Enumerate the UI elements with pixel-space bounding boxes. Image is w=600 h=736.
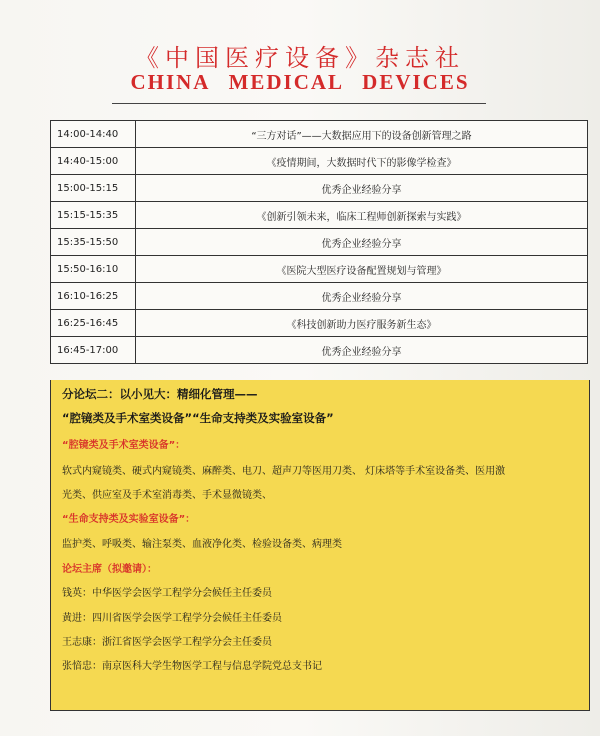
table-row [51, 229, 588, 256]
topic-cell: 《科技创新助力医疗服务新生态》 [136, 310, 588, 337]
time-cell: 14:00-14:40 [51, 121, 136, 148]
table-row [51, 121, 588, 148]
time-cell: 15:35-15:50 [51, 229, 136, 256]
category-heading-endoscopy: “腔镜类及手术室类设备”： [62, 440, 186, 451]
time-cell: 15:00-15:15 [51, 175, 136, 202]
topic-cell: 优秀企业经验分享 [136, 175, 588, 202]
time-cell: 15:50-16:10 [51, 256, 136, 283]
category-heading-life-support: “生命支持类及实验室设备”： [62, 514, 196, 525]
topic-cell: 《疫情期间，大数据时代下的影像学检查》 [136, 148, 588, 175]
table-row [51, 310, 588, 337]
chairs-heading: 论坛主席（拟邀请）： [62, 564, 157, 575]
time-cell: 15:15-15:35 [51, 202, 136, 229]
chair-entry: 钱英：中华医学会医学工程学分会候任主任委员 [62, 588, 272, 599]
forum-subtitle: “腔镜类及手术室类设备”“生命支持类及实验室设备” [62, 411, 334, 425]
forum-title: 分论坛二：以小见大：精细化管理—— [62, 387, 258, 401]
topic-cell: 优秀企业经验分享 [136, 337, 588, 364]
chair-entry: 黄进：四川省医学会医学工程学分会候任主任委员 [62, 613, 282, 624]
table-row [51, 148, 588, 175]
magazine-title-cn: 《中国医疗设备》杂志社 [135, 44, 465, 72]
chair-entry: 王志康：浙江省医学会医学工程学分会主任委员 [62, 637, 272, 648]
schedule-table [50, 120, 588, 364]
time-cell: 16:45-17:00 [51, 337, 136, 364]
header-divider [112, 103, 486, 104]
topic-cell: 优秀企业经验分享 [136, 229, 588, 256]
topic-cell: “三方对话”——大数据应用下的设备创新管理之路 [136, 121, 588, 148]
table-row [51, 202, 588, 229]
time-cell: 14:40-15:00 [51, 148, 136, 175]
magazine-title-en: CHINA MEDICAL DEVICES [130, 70, 470, 94]
topic-cell: 《创新引领未来，临床工程师创新探索与实践》 [136, 202, 588, 229]
table-row [51, 283, 588, 310]
chair-entry: 张愔忠：南京医科大学生物医学工程与信息学院党总支书记 [62, 661, 322, 672]
category-items-line: 光类、供应室及手术室消毒类、手术显微镜类、 [62, 490, 272, 501]
table-row [51, 175, 588, 202]
table-row [51, 256, 588, 283]
topic-cell: 优秀企业经验分享 [136, 283, 588, 310]
topic-cell: 《医院大型医疗设备配置规划与管理》 [136, 256, 588, 283]
time-cell: 16:10-16:25 [51, 283, 136, 310]
forum-section [50, 380, 590, 711]
category-items-line: 软式内窥镜类、硬式内窥镜类、麻醉类、电刀、超声刀等医用刀类、 灯床塔等手术室设备类、医用激 [62, 466, 506, 477]
time-cell: 16:25-16:45 [51, 310, 136, 337]
table-row [51, 337, 588, 364]
category-items-line: 监护类、呼吸类、输注泵类、血液净化类、检验设备类、病理类 [62, 539, 342, 550]
